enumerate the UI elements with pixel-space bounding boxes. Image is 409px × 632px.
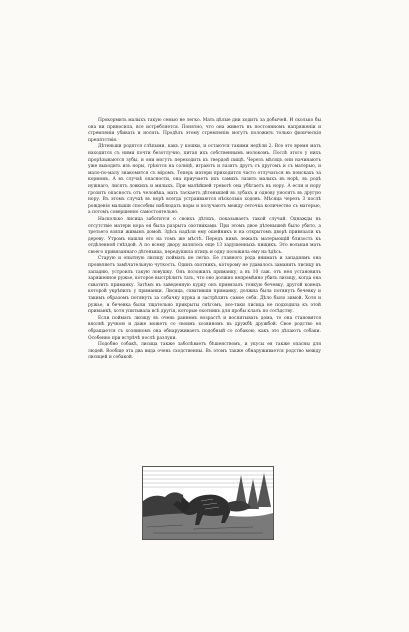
document-body (88, 118, 321, 362)
paragraph-5: Если поймать лисицу въ очень раннемъ возрастѣ и воспитывать дома, то она становится вполнѣ ручною и даже можетъ со своимъ хозяиномъ въ дружбѣ дружбой. Свое родство ея обращается съ хозяиномъ она обнаруживаетъ подобный со собакою, какъ это дѣлаютъ собаки. Особенно при встрѣчѣ послѣ разлуки. (88, 315, 321, 341)
paragraph-1: Прокормить малыхъ такую семью не легко. Мать цѣлые дни ходитъ за добычей. И сколько бы она ни приносила, все истребляется. Понятно, что она живетъ въ постоянномъ напряженіи и стремленіи убивать и носить. Продѣлъ этому стремленію могутъ положить только физическія препятствія. (88, 118, 321, 143)
fox-engraving-icon (142, 466, 274, 540)
paragraph-6: Подобно собакѣ, лисица также заболѣваетъ бѣшенствомъ, и укусы ея также опасны для людей. Вообще эта два вида очень сходственны. Въ этомъ также обнаруживается родство между лисицей и собакой. (88, 342, 321, 361)
paragraph-4: Старую и опытную лисицу поймать не легко. Ее главного рода внимать и западнямъ она проявляетъ замѣчательную чуткость. Одинъ охотникъ, которому не удавалось заманить лисицу въ западню, устроилъ такую ловушку. Онъ положилъ приманку, а въ 10 саж. отъ нея установилъ заряженное ружье, которое выстрѣлитъ тать, что оно должно непремѣнно убить лисицу, когда она схватитъ приманку. Затѣмъ въ заведенную курку онъ привязалъ тонкую бечевку, другой конецъ которой укрѣпилъ у приманки. Лисица, схвативши приманку, должна была потянуть бечевку и такимъ образомъ потянуть за собачку курка и застрѣлить самое себя. Дѣло было зимой. Хотя и ружье, и бечевка были тщательно прикрыты снѣгомъ, все-таки лисица не подходила къ этой приманкѣ, хотя упитывала всѣ другія, которые охотникъ для пробы клалъ по сосѣдству. (88, 256, 321, 315)
paragraph-2: Дѣтеньши родятся слѣпыми, какъ у кошки, и остаются такими недѣли 2. Все это время мать находится съ ними почти безотлучно, питая ихъ собственнымъ молокомъ. Послѣ этого у нихъ прорѣзываются зубы, и они могутъ переходить къ твердой пищѣ. Черезъ мѣсяцъ они начинаютъ уже выходить изъ норы, грѣются на солнцѣ, играютъ и лазятъ другъ съ другомъ и съ матерью, и мало-по-малу знакомятся съ міромъ. Теперь матери приходится часто отлучаться въ поискахъ за кормомъ. А въ случаѣ опасности, она приучаетъ ихъ самихъ лазить малыхъ въ норѣ, въ родѣ нужнаго, лисятъ ловкихъ и милыхъ. При малѣйшей тревогѣ она убѣгаетъ въ нору. А если и нору грозитъ опасность отъ человѣка, мать таскаетъ дѣтенышей въ зубахъ и однову уноситъ въ другую нору. Въ этомъ случаѣ въ норѣ всегда устраиваются нѣсколько ходовъ. Мѣсяца черезъ 3 послѣ рожденія малыши способны наблюдать норы и получаютъ между сеточка количество съ матерью, а потомъ совершенно самостоятельно. (88, 144, 321, 216)
paragraph-3: Насколько лисица заботится о своихъ дѣтяхъ, показываетъ такой случай. Однажды въ отсутствіе матери нора ея была разрыта охотниками. При этомъ двое дѣтенышей было убито, а третьего взяли живымъ домой. Здѣсь надѣли ему ошейникъ и на открытомъ дворѣ привязали къ дереву. Утромъ нашли его на томъ же мѣстѣ. Передъ нимъ лежалъ матерьющій близость къ отдѣленной гнѣздой. А по всему двору валялось еще 13 задушенныхъ пищикъ. Это вольная мать своего привязаннаго дѣтеныша, передушила птицъ и одну положила ему на ѣдѣсь. (88, 216, 321, 255)
